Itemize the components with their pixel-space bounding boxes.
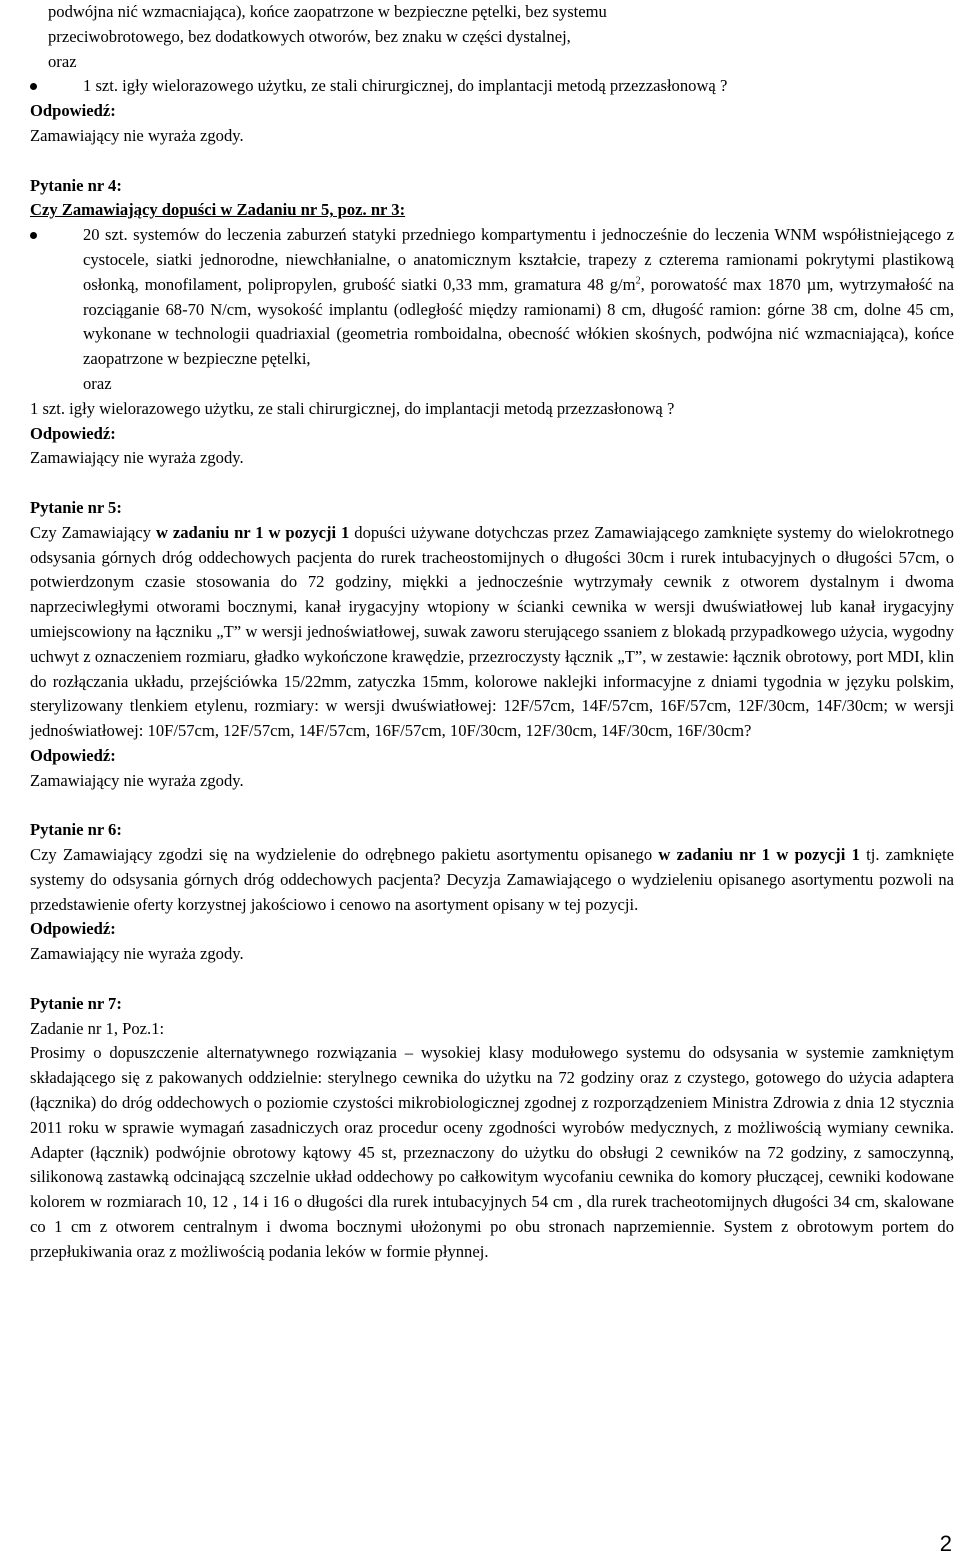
text-line: podwójna nić wzmacniająca), końce zaopatrzone w bezpieczne pętelki, bez systemu xyxy=(48,2,607,21)
bullet-item xyxy=(30,223,954,372)
question-7 xyxy=(30,992,954,1265)
answer-label: Odpowiedź: xyxy=(30,745,116,765)
question-heading: Pytanie nr 5: xyxy=(30,497,122,517)
continuation-block xyxy=(30,0,954,149)
bullet-text: 20 szt. systemów do leczenia zaburzeń statyki przedniego kompartymentu i jednocześnie do leczenia WNM współistniejącego z cystocele, siatki jednorodne, niewchłanialne, o anatomicznym kształcie, trapezy z czterema ramionami pokrytymi plastikową osłonką, monofilament, polipropylen, grubość siatki 0,33 mm, gramatura 48 g/m xyxy=(83,225,954,294)
question-heading: Pytanie nr 6: xyxy=(30,820,122,840)
question-heading: Pytanie nr 4: xyxy=(30,175,122,195)
text-line: oraz xyxy=(83,373,112,393)
answer-label: Odpowiedź: xyxy=(30,101,116,121)
task-reference: Zadanie nr 1, Poz.1: xyxy=(30,1018,165,1038)
answer-text: Zamawiający nie wyraża zgody. xyxy=(30,448,244,468)
answer-text: Zamawiający nie wyraża zgody. xyxy=(30,944,244,964)
superscript: 2 xyxy=(635,275,641,287)
answer-text: Zamawiający nie wyraża zgody. xyxy=(30,125,244,145)
question-body: Prosimy o dopuszczenie alternatywnego rozwiązania – wysokiej klasy modułowego systemu do odsysania w systemie zamkniętym składającego się z pakowanych oddzielnie: sterylnego cewnika do użytku na 72 godziny oraz z czystego, gotowego do użycia adaptera (łącznika) do dróg oddechowych o poziomie czystości mikrobiologicznej zgodnej z rozporządzeniem Ministra Zdrowia z dnia 12 stycznia 2011 roku w sprawie wymagań zasadniczych oraz procedur oceny zgodności wyrobów medycznych, z możliwością wymiany cewnika. Adapter (łącznik) podwójnie obrotowy kątowy 45 st, przeznaczony do użytku do obsługi 2 cewników na 72 godziny, z samoczynną, silikonową zastawką odcinającą szczelnie układ oddechowy po całkowitym wycofaniu cewnika do komory płuczącej, cewniki kodowane kolorem w rozmiarach 10, 12 , 14 i 16 o długości dla rurek intubacyjnych 54 cm , dla rurek tracheotomijnych długości 34 cm, skalowane co 1 cm z otworem centralnym i dwoma bocznymi ułożonymi po obu stronach naprzemiennie. System z obrotowym portem do przepłukiwania oraz z możliwością podania leków w formie płynnej. xyxy=(30,1043,954,1261)
question-body: Czy Zamawiający w zadaniu nr 1 w pozycji 1 dopuści używane dotychczas przez Zamawiającego zamknięte systemy do wielokrotnego odsysania górnych dróg oddechowych pacjenta do rurek tracheostomijnych o długości 30cm i rurek intubacyjnych o długości 57cm, o potwierdzonym czasie stosowania do 72 godziny, miękki a jednocześnie wytrzymały cewnik z otworem dystalnym i dwoma naprzeciwległymi otworami bocznymi, kanał irygacyjny wtopiony w ścianki cewnika w wersji dwuświatłowej lub kanał irygacyjny umiejscowiony na łączniku „T” w wersji jednoświatłowej, suwak zaworu sterującego ssaniem z blokadą przypadkowego użycia, wygodny uchwyt z oznaczeniem rozmiaru, gładko wykończone krawędzie, przezroczysty łącznik „T”, w zestawie: łącznik obrotowy, port MDI, klin do rozłączania układu, przejściówka 15/22mm, zatyczka 15mm, kolorowe naklejki informacyjne z dniami tygodnia w języku polskim, sterylizowany tlenkiem etylenu, rozmiary: w wersji dwuświatłowej: 12F/57cm, 14F/57cm, 16F/57cm, 12F/30cm, 14F/30cm; w wersji jednoświatłowej: 10F/57cm, 12F/57cm, 14F/57cm, 16F/57cm, 10F/30cm, 12F/30cm, 14F/30cm, 16F/30cm? xyxy=(30,522,954,741)
question-6 xyxy=(30,818,954,967)
bullet-icon xyxy=(30,232,37,239)
answer-label: Odpowiedź: xyxy=(30,919,116,939)
text-line: przeciwobrotowego, bez dodatkowych otworów, bez znaku w części dystalnej, xyxy=(48,26,571,46)
bullet-text-cont: , porowatość max 1870 µm, wytrzymałość na rozciąganie 68-70 N/cm, wysokość implantu (odległość między ramionami) 8 cm, długość ramion: górne 38 cm, dolne 45 cm, wykonane w technologii quadriaxial (geometria romboidalna, obecność włókien skośnych, podwójna nić wzmacniająca), końce zaopatrzone w bezpieczne pętelki, xyxy=(83,274,954,369)
bullet-text: 1 szt. igły wielorazowego użytku, ze stali chirurgicznej, do implantacji metodą przezzasłonową ? xyxy=(83,76,728,96)
answer-text: Zamawiający nie wyraża zgody. xyxy=(30,770,244,790)
text-line: 1 szt. igły wielorazowego użytku, ze stali chirurgicznej, do implantacji metodą przezzasłonową ? xyxy=(30,398,675,418)
question-heading: Pytanie nr 7: xyxy=(30,993,122,1013)
document-page xyxy=(30,0,954,1265)
page-number: 2 xyxy=(939,1531,952,1556)
question-4 xyxy=(30,174,954,472)
question-5 xyxy=(30,496,954,794)
answer-label: Odpowiedź: xyxy=(30,423,116,443)
question-body: Czy Zamawiający zgodzi się na wydzielenie do odrębnego pakietu asortymentu opisanego w zadaniu nr 1 w pozycji 1 tj. zamknięte systemy do odsysania górnych dróg oddechowych pacjenta? Decyzja Zamawiającego o wydzieleniu opisanego asortymentu pozwoli na przedstawienie oferty korzystnej jakościowo i cenowo na asortyment opisany w tej pozycji. xyxy=(30,845,954,914)
question-subject: Czy Zamawiający dopuści w Zadaniu nr 5, poz. nr 3: xyxy=(30,200,406,220)
text-line: oraz xyxy=(48,51,77,71)
bullet-item xyxy=(30,74,954,99)
bullet-icon xyxy=(30,83,37,90)
